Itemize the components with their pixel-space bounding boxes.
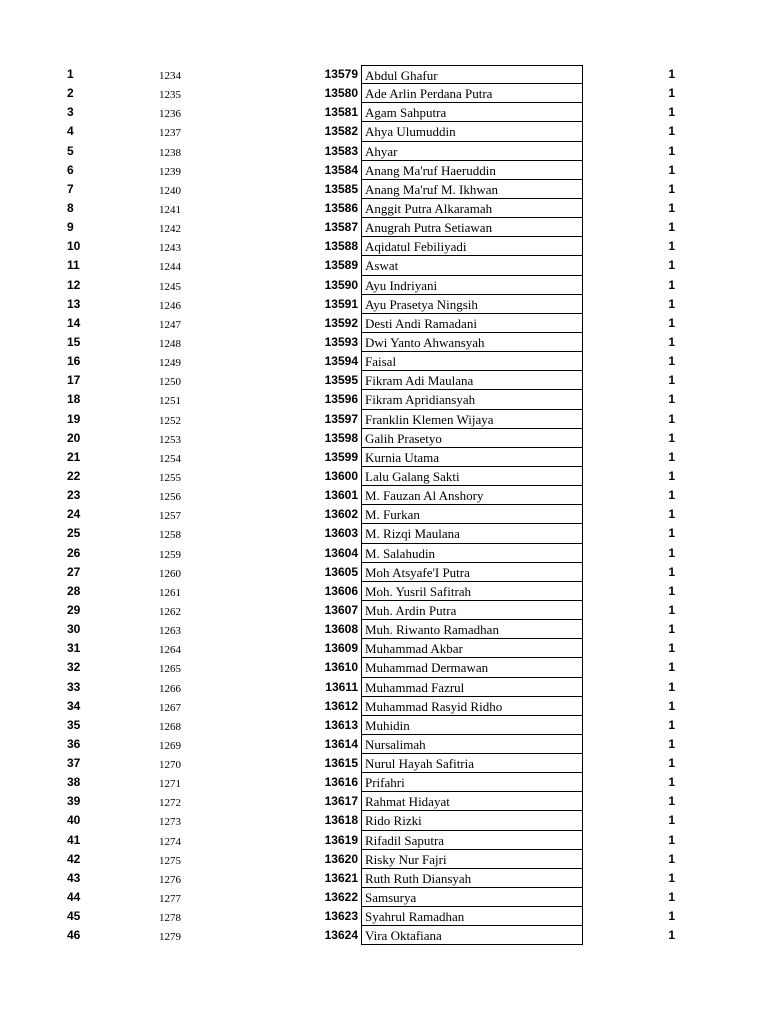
student-id-cell: 13586	[324, 200, 358, 215]
count-cell: 1	[668, 851, 675, 866]
table-row	[0, 544, 768, 563]
count-cell: 1	[668, 488, 675, 503]
table-row	[0, 467, 768, 486]
count-cell: 1	[668, 756, 675, 771]
row-number-cell: 14	[67, 315, 81, 330]
student-id-cell: 13621	[324, 870, 358, 885]
table-row	[0, 888, 768, 907]
student-id-cell: 13599	[324, 449, 358, 464]
table-row	[0, 352, 768, 371]
student-name-cell: Ruth Ruth Diansyah	[361, 869, 583, 888]
code-cell: 1276	[159, 873, 181, 886]
student-name-cell: Rahmat Hidayat	[361, 792, 583, 811]
code-cell: 1266	[159, 682, 181, 695]
code-cell: 1247	[159, 318, 181, 331]
student-name-cell: Lalu Galang Sakti	[361, 467, 583, 486]
table-row	[0, 314, 768, 333]
row-number-cell: 46	[67, 928, 81, 943]
student-name-cell: Vira Oktafiana	[361, 926, 583, 945]
student-id-cell: 13617	[324, 794, 358, 809]
code-cell: 1241	[159, 203, 181, 216]
count-cell: 1	[668, 794, 675, 809]
student-list-sheet	[0, 65, 768, 945]
row-number-cell: 33	[67, 679, 81, 694]
row-number-cell: 11	[67, 258, 80, 273]
row-number-cell: 9	[67, 220, 74, 235]
student-name-cell: Ayu Indriyani	[361, 276, 583, 295]
row-number-cell: 23	[67, 488, 81, 503]
count-cell: 1	[668, 602, 675, 617]
row-number-cell: 37	[67, 756, 81, 771]
code-cell: 1277	[159, 893, 181, 906]
count-cell: 1	[668, 660, 675, 675]
code-cell: 1252	[159, 414, 181, 427]
student-id-cell: 13610	[324, 660, 358, 675]
student-id-cell: 13609	[324, 641, 358, 656]
table-row	[0, 180, 768, 199]
count-cell: 1	[668, 200, 675, 215]
count-cell: 1	[668, 813, 675, 828]
student-id-cell: 13611	[325, 679, 358, 694]
student-name-cell: Anang Ma'ruf M. Ikhwan	[361, 180, 583, 199]
table-row	[0, 582, 768, 601]
code-cell: 1235	[159, 89, 181, 102]
count-cell: 1	[668, 832, 675, 847]
student-name-cell: Muh. Riwanto Ramadhan	[361, 620, 583, 639]
table-row	[0, 295, 768, 314]
row-number-cell: 38	[67, 775, 81, 790]
student-name-cell: Agam Sahputra	[361, 103, 583, 122]
count-cell: 1	[668, 181, 675, 196]
student-name-cell: Muh. Ardin Putra	[361, 601, 583, 620]
student-id-cell: 13607	[324, 602, 358, 617]
table-row	[0, 811, 768, 830]
count-cell: 1	[668, 105, 675, 120]
count-cell: 1	[668, 468, 675, 483]
row-number-cell: 21	[67, 449, 81, 464]
row-number-cell: 10	[67, 239, 81, 254]
table-row	[0, 390, 768, 409]
code-cell: 1249	[159, 357, 181, 370]
student-id-cell: 13615	[324, 756, 358, 771]
count-cell: 1	[668, 507, 675, 522]
code-cell: 1246	[159, 299, 181, 312]
row-number-cell: 13	[67, 296, 81, 311]
table-row	[0, 103, 768, 122]
table-row	[0, 754, 768, 773]
count-cell: 1	[668, 449, 675, 464]
count-cell: 1	[668, 315, 675, 330]
row-number-cell: 34	[67, 698, 81, 713]
student-id-cell: 13605	[324, 564, 358, 579]
student-name-cell: Muhammad Dermawan	[361, 658, 583, 677]
student-id-cell: 13604	[324, 545, 358, 560]
table-row	[0, 218, 768, 237]
row-number-cell: 5	[67, 143, 74, 158]
student-name-cell: Nurul Hayah Safitria	[361, 754, 583, 773]
count-cell: 1	[668, 220, 675, 235]
table-row	[0, 524, 768, 543]
table-row	[0, 237, 768, 256]
count-cell: 1	[668, 775, 675, 790]
row-number-cell: 27	[67, 564, 81, 579]
student-name-cell: Dwi Yanto Ahwansyah	[361, 333, 583, 352]
row-number-cell: 39	[67, 794, 81, 809]
row-number-cell: 17	[67, 373, 81, 388]
student-id-cell: 13592	[324, 315, 358, 330]
student-id-cell: 13620	[324, 851, 358, 866]
row-number-cell: 41	[67, 832, 81, 847]
table-row	[0, 792, 768, 811]
student-name-cell: M. Rizqi Maulana	[361, 524, 583, 543]
row-number-cell: 4	[67, 124, 74, 139]
table-row	[0, 735, 768, 754]
student-name-cell: Samsurya	[361, 888, 583, 907]
code-cell: 1255	[159, 471, 181, 484]
row-number-cell: 45	[67, 909, 81, 924]
code-cell: 1260	[159, 567, 181, 580]
student-id-cell: 13601	[324, 488, 358, 503]
table-row	[0, 276, 768, 295]
count-cell: 1	[668, 296, 675, 311]
row-number-cell: 44	[67, 890, 81, 905]
count-cell: 1	[668, 143, 675, 158]
count-cell: 1	[668, 641, 675, 656]
count-cell: 1	[668, 909, 675, 924]
student-name-cell: Syahrul Ramadhan	[361, 907, 583, 926]
row-number-cell: 36	[67, 736, 81, 751]
count-cell: 1	[668, 698, 675, 713]
row-number-cell: 8	[67, 200, 74, 215]
row-number-cell: 7	[67, 181, 74, 196]
student-name-cell: M. Furkan	[361, 505, 583, 524]
table-row	[0, 486, 768, 505]
student-id-cell: 13590	[324, 277, 358, 292]
student-name-cell: Galih Prasetyo	[361, 429, 583, 448]
student-id-cell: 13624	[324, 928, 358, 943]
table-row	[0, 620, 768, 639]
student-name-cell: Franklin Klemen Wijaya	[361, 410, 583, 429]
count-cell: 1	[668, 67, 675, 81]
count-cell: 1	[668, 124, 675, 139]
student-name-cell: Muhammad Rasyid Ridho	[361, 697, 583, 716]
student-name-cell: Anugrah Putra Setiawan	[361, 218, 583, 237]
code-cell: 1245	[159, 280, 181, 293]
student-name-cell: Moh Atsyafe'I Putra	[361, 563, 583, 582]
code-cell: 1237	[159, 127, 181, 140]
count-cell: 1	[668, 622, 675, 637]
table-row	[0, 831, 768, 850]
student-id-cell: 13613	[324, 717, 358, 732]
student-id-cell: 13582	[324, 124, 358, 139]
student-name-cell: Ahya Ulumuddin	[361, 122, 583, 141]
code-cell: 1259	[159, 548, 181, 561]
student-name-cell: Muhidin	[361, 716, 583, 735]
code-cell: 1243	[159, 242, 181, 255]
code-cell: 1264	[159, 644, 181, 657]
code-cell: 1279	[159, 931, 181, 944]
table-row	[0, 256, 768, 275]
count-cell: 1	[668, 354, 675, 369]
code-cell: 1274	[159, 835, 181, 848]
code-cell: 1278	[159, 912, 181, 925]
student-name-cell: Risky Nur Fajri	[361, 850, 583, 869]
code-cell: 1234	[159, 70, 181, 82]
table-row	[0, 371, 768, 390]
table-row	[0, 869, 768, 888]
count-cell: 1	[668, 239, 675, 254]
student-id-cell: 13623	[324, 909, 358, 924]
student-id-cell: 13608	[324, 622, 358, 637]
student-name-cell: Rido Rizki	[361, 811, 583, 830]
code-cell: 1251	[159, 395, 181, 408]
student-id-cell: 13594	[324, 354, 358, 369]
student-name-cell: Anang Ma'ruf Haeruddin	[361, 161, 583, 180]
row-number-cell: 20	[67, 430, 81, 445]
student-name-cell: Prifahri	[361, 773, 583, 792]
student-name-cell: Faisal	[361, 352, 583, 371]
student-name-cell: Fikram Apridiansyah	[361, 390, 583, 409]
count-cell: 1	[668, 411, 675, 426]
row-number-cell: 3	[67, 105, 74, 120]
table-row	[0, 678, 768, 697]
count-cell: 1	[668, 162, 675, 177]
code-cell: 1267	[159, 701, 181, 714]
student-id-cell: 13622	[324, 890, 358, 905]
code-cell: 1257	[159, 510, 181, 523]
count-cell: 1	[668, 392, 675, 407]
row-number-cell: 12	[67, 277, 81, 292]
student-id-cell: 13606	[324, 583, 358, 598]
student-id-cell: 13598	[324, 430, 358, 445]
row-number-cell: 32	[67, 660, 81, 675]
code-cell: 1244	[159, 261, 181, 274]
student-id-cell: 13593	[324, 334, 358, 349]
code-cell: 1263	[159, 625, 181, 638]
row-number-cell: 25	[67, 526, 81, 541]
row-number-cell: 35	[67, 717, 81, 732]
student-id-cell: 13587	[324, 220, 358, 235]
code-cell: 1273	[159, 816, 181, 829]
code-cell: 1268	[159, 720, 181, 733]
student-name-cell: Fikram Adi Maulana	[361, 371, 583, 390]
code-cell: 1265	[159, 663, 181, 676]
code-cell: 1242	[159, 223, 181, 236]
table-row	[0, 505, 768, 524]
student-id-cell: 13591	[324, 296, 358, 311]
student-id-cell: 13614	[324, 736, 358, 751]
code-cell: 1236	[159, 108, 181, 121]
student-id-cell: 13597	[324, 411, 358, 426]
table-row	[0, 333, 768, 352]
count-cell: 1	[668, 717, 675, 732]
student-name-cell: Abdul Ghafur	[361, 65, 583, 84]
code-cell: 1262	[159, 605, 181, 618]
code-cell: 1270	[159, 759, 181, 772]
student-name-cell: Muhammad Akbar	[361, 639, 583, 658]
table-row	[0, 122, 768, 141]
student-name-cell: Muhammad Fazrul	[361, 678, 583, 697]
code-cell: 1248	[159, 337, 181, 350]
count-cell: 1	[668, 334, 675, 349]
count-cell: 1	[668, 583, 675, 598]
student-id-cell: 13583	[324, 143, 358, 158]
count-cell: 1	[668, 890, 675, 905]
code-cell: 1253	[159, 433, 181, 446]
student-id-cell: 13579	[324, 67, 358, 81]
student-id-cell: 13612	[324, 698, 358, 713]
count-cell: 1	[668, 545, 675, 560]
table-row	[0, 410, 768, 429]
code-cell: 1240	[159, 184, 181, 197]
table-row	[0, 850, 768, 869]
student-name-cell: Anggit Putra Alkaramah	[361, 199, 583, 218]
row-number-cell: 19	[67, 411, 81, 426]
student-id-cell: 13584	[324, 162, 358, 177]
table-row	[0, 84, 768, 103]
count-cell: 1	[668, 277, 675, 292]
count-cell: 1	[668, 736, 675, 751]
student-name-cell: Aswat	[361, 256, 583, 275]
student-name-cell: Kurnia Utama	[361, 448, 583, 467]
student-name-cell: M. Salahudin	[361, 544, 583, 563]
table-row	[0, 65, 768, 84]
table-row	[0, 697, 768, 716]
count-cell: 1	[668, 679, 675, 694]
student-id-cell: 13596	[324, 392, 358, 407]
student-id-cell: 13588	[324, 239, 358, 254]
table-row	[0, 658, 768, 677]
row-number-cell: 42	[67, 851, 81, 866]
count-cell: 1	[668, 928, 675, 943]
count-cell: 1	[668, 870, 675, 885]
code-cell: 1261	[159, 586, 181, 599]
student-id-cell: 13602	[324, 507, 358, 522]
student-id-cell: 13581	[324, 105, 358, 120]
row-number-cell: 2	[67, 86, 74, 101]
code-cell: 1272	[159, 797, 181, 810]
code-cell: 1269	[159, 739, 181, 752]
count-cell: 1	[668, 258, 675, 273]
code-cell: 1238	[159, 146, 181, 159]
table-row	[0, 563, 768, 582]
table-row	[0, 429, 768, 448]
table-row	[0, 639, 768, 658]
student-id-cell: 13580	[324, 86, 358, 101]
student-id-cell: 13616	[324, 775, 358, 790]
code-cell: 1275	[159, 854, 181, 867]
table-row	[0, 199, 768, 218]
row-number-cell: 6	[67, 162, 74, 177]
student-name-cell: Desti Andi Ramadani	[361, 314, 583, 333]
student-id-cell: 13618	[324, 813, 358, 828]
row-number-cell: 30	[67, 622, 81, 637]
table-row	[0, 142, 768, 161]
count-cell: 1	[668, 86, 675, 101]
row-number-cell: 15	[67, 334, 81, 349]
row-number-cell: 26	[67, 545, 81, 560]
code-cell: 1250	[159, 376, 181, 389]
row-number-cell: 29	[67, 602, 81, 617]
count-cell: 1	[668, 430, 675, 445]
student-name-cell: Ade Arlin Perdana Putra	[361, 84, 583, 103]
row-number-cell: 40	[67, 813, 81, 828]
count-cell: 1	[668, 373, 675, 388]
count-cell: 1	[668, 526, 675, 541]
table-row	[0, 907, 768, 926]
row-number-cell: 28	[67, 583, 81, 598]
table-row	[0, 161, 768, 180]
student-id-cell: 13585	[324, 181, 358, 196]
row-number-cell: 31	[67, 641, 81, 656]
table-row	[0, 716, 768, 735]
table-row	[0, 773, 768, 792]
student-id-cell: 13595	[324, 373, 358, 388]
student-id-cell: 13589	[324, 258, 358, 273]
student-id-cell: 13603	[324, 526, 358, 541]
student-name-cell: M. Fauzan Al Anshory	[361, 486, 583, 505]
student-name-cell: Ahyar	[361, 142, 583, 161]
student-name-cell: Aqidatul Febiliyadi	[361, 237, 583, 256]
code-cell: 1271	[159, 778, 181, 791]
student-id-cell: 13600	[324, 468, 358, 483]
code-cell: 1258	[159, 529, 181, 542]
code-cell: 1239	[159, 165, 181, 178]
code-cell: 1254	[159, 452, 181, 465]
student-name-cell: Moh. Yusril Safitrah	[361, 582, 583, 601]
table-row	[0, 601, 768, 620]
student-id-cell: 13619	[324, 832, 358, 847]
student-name-cell: Rifadil Saputra	[361, 831, 583, 850]
table-row	[0, 448, 768, 467]
count-cell: 1	[668, 564, 675, 579]
row-number-cell: 22	[67, 468, 81, 483]
student-name-cell: Nursalimah	[361, 735, 583, 754]
student-name-cell: Ayu Prasetya Ningsih	[361, 295, 583, 314]
row-number-cell: 1	[67, 67, 74, 81]
row-number-cell: 16	[67, 354, 81, 369]
row-number-cell: 43	[67, 870, 81, 885]
code-cell: 1256	[159, 491, 181, 504]
table-row	[0, 926, 768, 945]
row-number-cell: 24	[67, 507, 81, 522]
row-number-cell: 18	[67, 392, 81, 407]
